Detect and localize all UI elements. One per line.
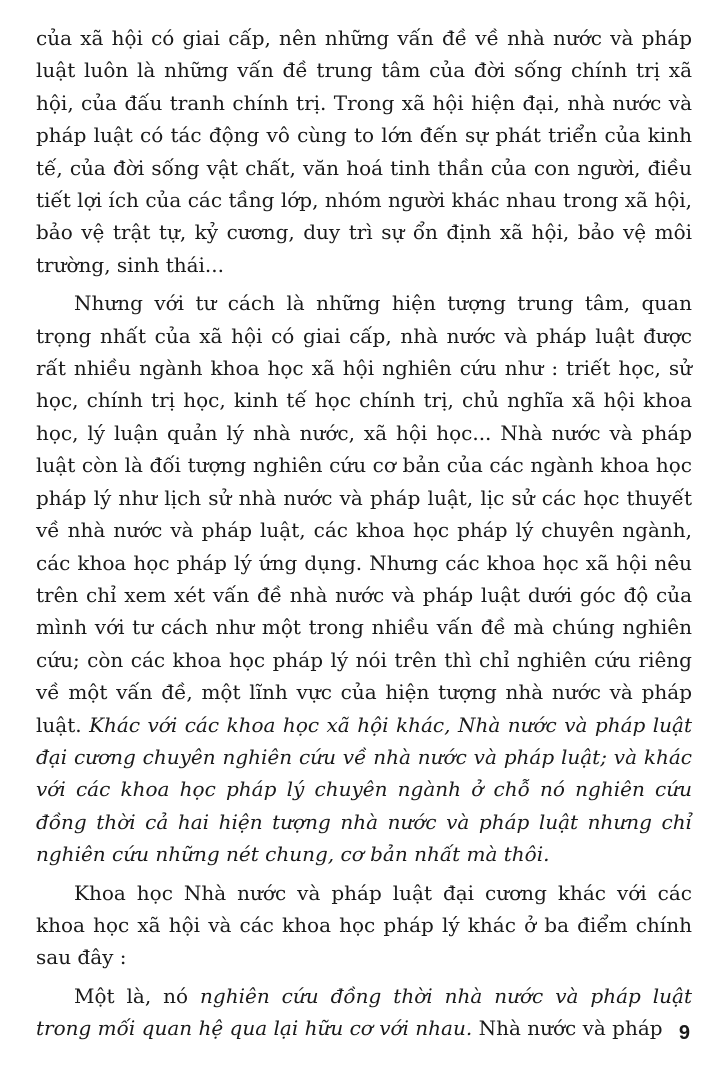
paragraph-1 — [36, 22, 692, 281]
paragraph-4 — [36, 980, 692, 1045]
page-number: 9 — [678, 1022, 690, 1044]
paragraph-1-text: của xã hội có giai cấp, nên những vấn đề về nhà nước và pháp luật luôn là những vấn đề trung tâm của đời sống chính trị xã hội, của đấu tranh chính trị. Trong xã hội hiện đại, nhà nước và pháp luật có tác động vô cùng to lớn đến sự phát triển của kinh tế, của đời sống vật chất, văn hoá tinh thần của con người, điều tiết lợi ích của các tầng lớp, nhóm người khác nhau trong xã hội, bảo vệ trật tự, kỷ cương, duy trì sự ổn định xã hội, bảo vệ môi trường, sinh thái... — [36, 26, 692, 277]
paragraph-3 — [36, 877, 692, 974]
paragraph-2-text: Nhưng với tư cách là những hiện tượng trung tâm, quan trọng nhất của xã hội có giai cấp, nhà nước và pháp luật được rất nhiều ngành khoa học xã hội nghiên cứu như : triết học, sử học, chính trị học, kinh tế học chính trị, chủ nghĩa xã hội khoa học, lý luận quản lý nhà nước, xã hội học... Nhà nước và pháp luật còn là đối tượng nghiên cứu cơ bản của các ngành khoa học pháp lý như lịch sử nhà nước và pháp luật, lịc sử các học thuyết về nhà nước và pháp luật, các khoa học pháp lý chuyên ngành, các khoa học pháp lý ứng dụng. Nhưng các khoa học xã hội nêu trên chỉ xem xét vấn đề nhà nước và pháp luật dưới góc độ của mình với tư cách như một trong nhiều vấn đề mà chúng nghiên cứu; còn các khoa học pháp lý nói trên thì chỉ nghiên cứu riêng về một vấn đề, một lĩnh vực của hiện tượng nhà nước và pháp luật. — [36, 291, 692, 737]
paragraph-4-italic-text: nghiên cứu đồng thời nhà nước và pháp luật trong mối quan hệ qua lại hữu cơ với nhau. — [36, 983, 693, 1041]
paragraph-3-text: Khoa học Nhà nước và pháp luật đại cương khác với các khoa học xã hội và các khoa học pháp lý khác ở ba điểm chính sau đây : — [36, 880, 692, 970]
paragraph-4-text-end: Nhà nước và pháp — [472, 1016, 663, 1041]
paragraph-4-text-start: Một là, nó — [74, 983, 201, 1008]
paragraph-2 — [36, 287, 692, 870]
paragraph-2-italic-text: Khác với các khoa học xã hội khác, Nhà nước và pháp luật đại cương chuyên nghiên cứu về nhà nước và pháp luật; và khác với các khoa học pháp lý chuyên ngành ở chỗ nó nghiên cứu đồng thời cả hai hiện tượng nhà nước và pháp luật nhưng chỉ nghiên cứu những nét chung, cơ bản nhất mà thôi. — [36, 712, 693, 867]
page-body — [36, 22, 692, 1045]
